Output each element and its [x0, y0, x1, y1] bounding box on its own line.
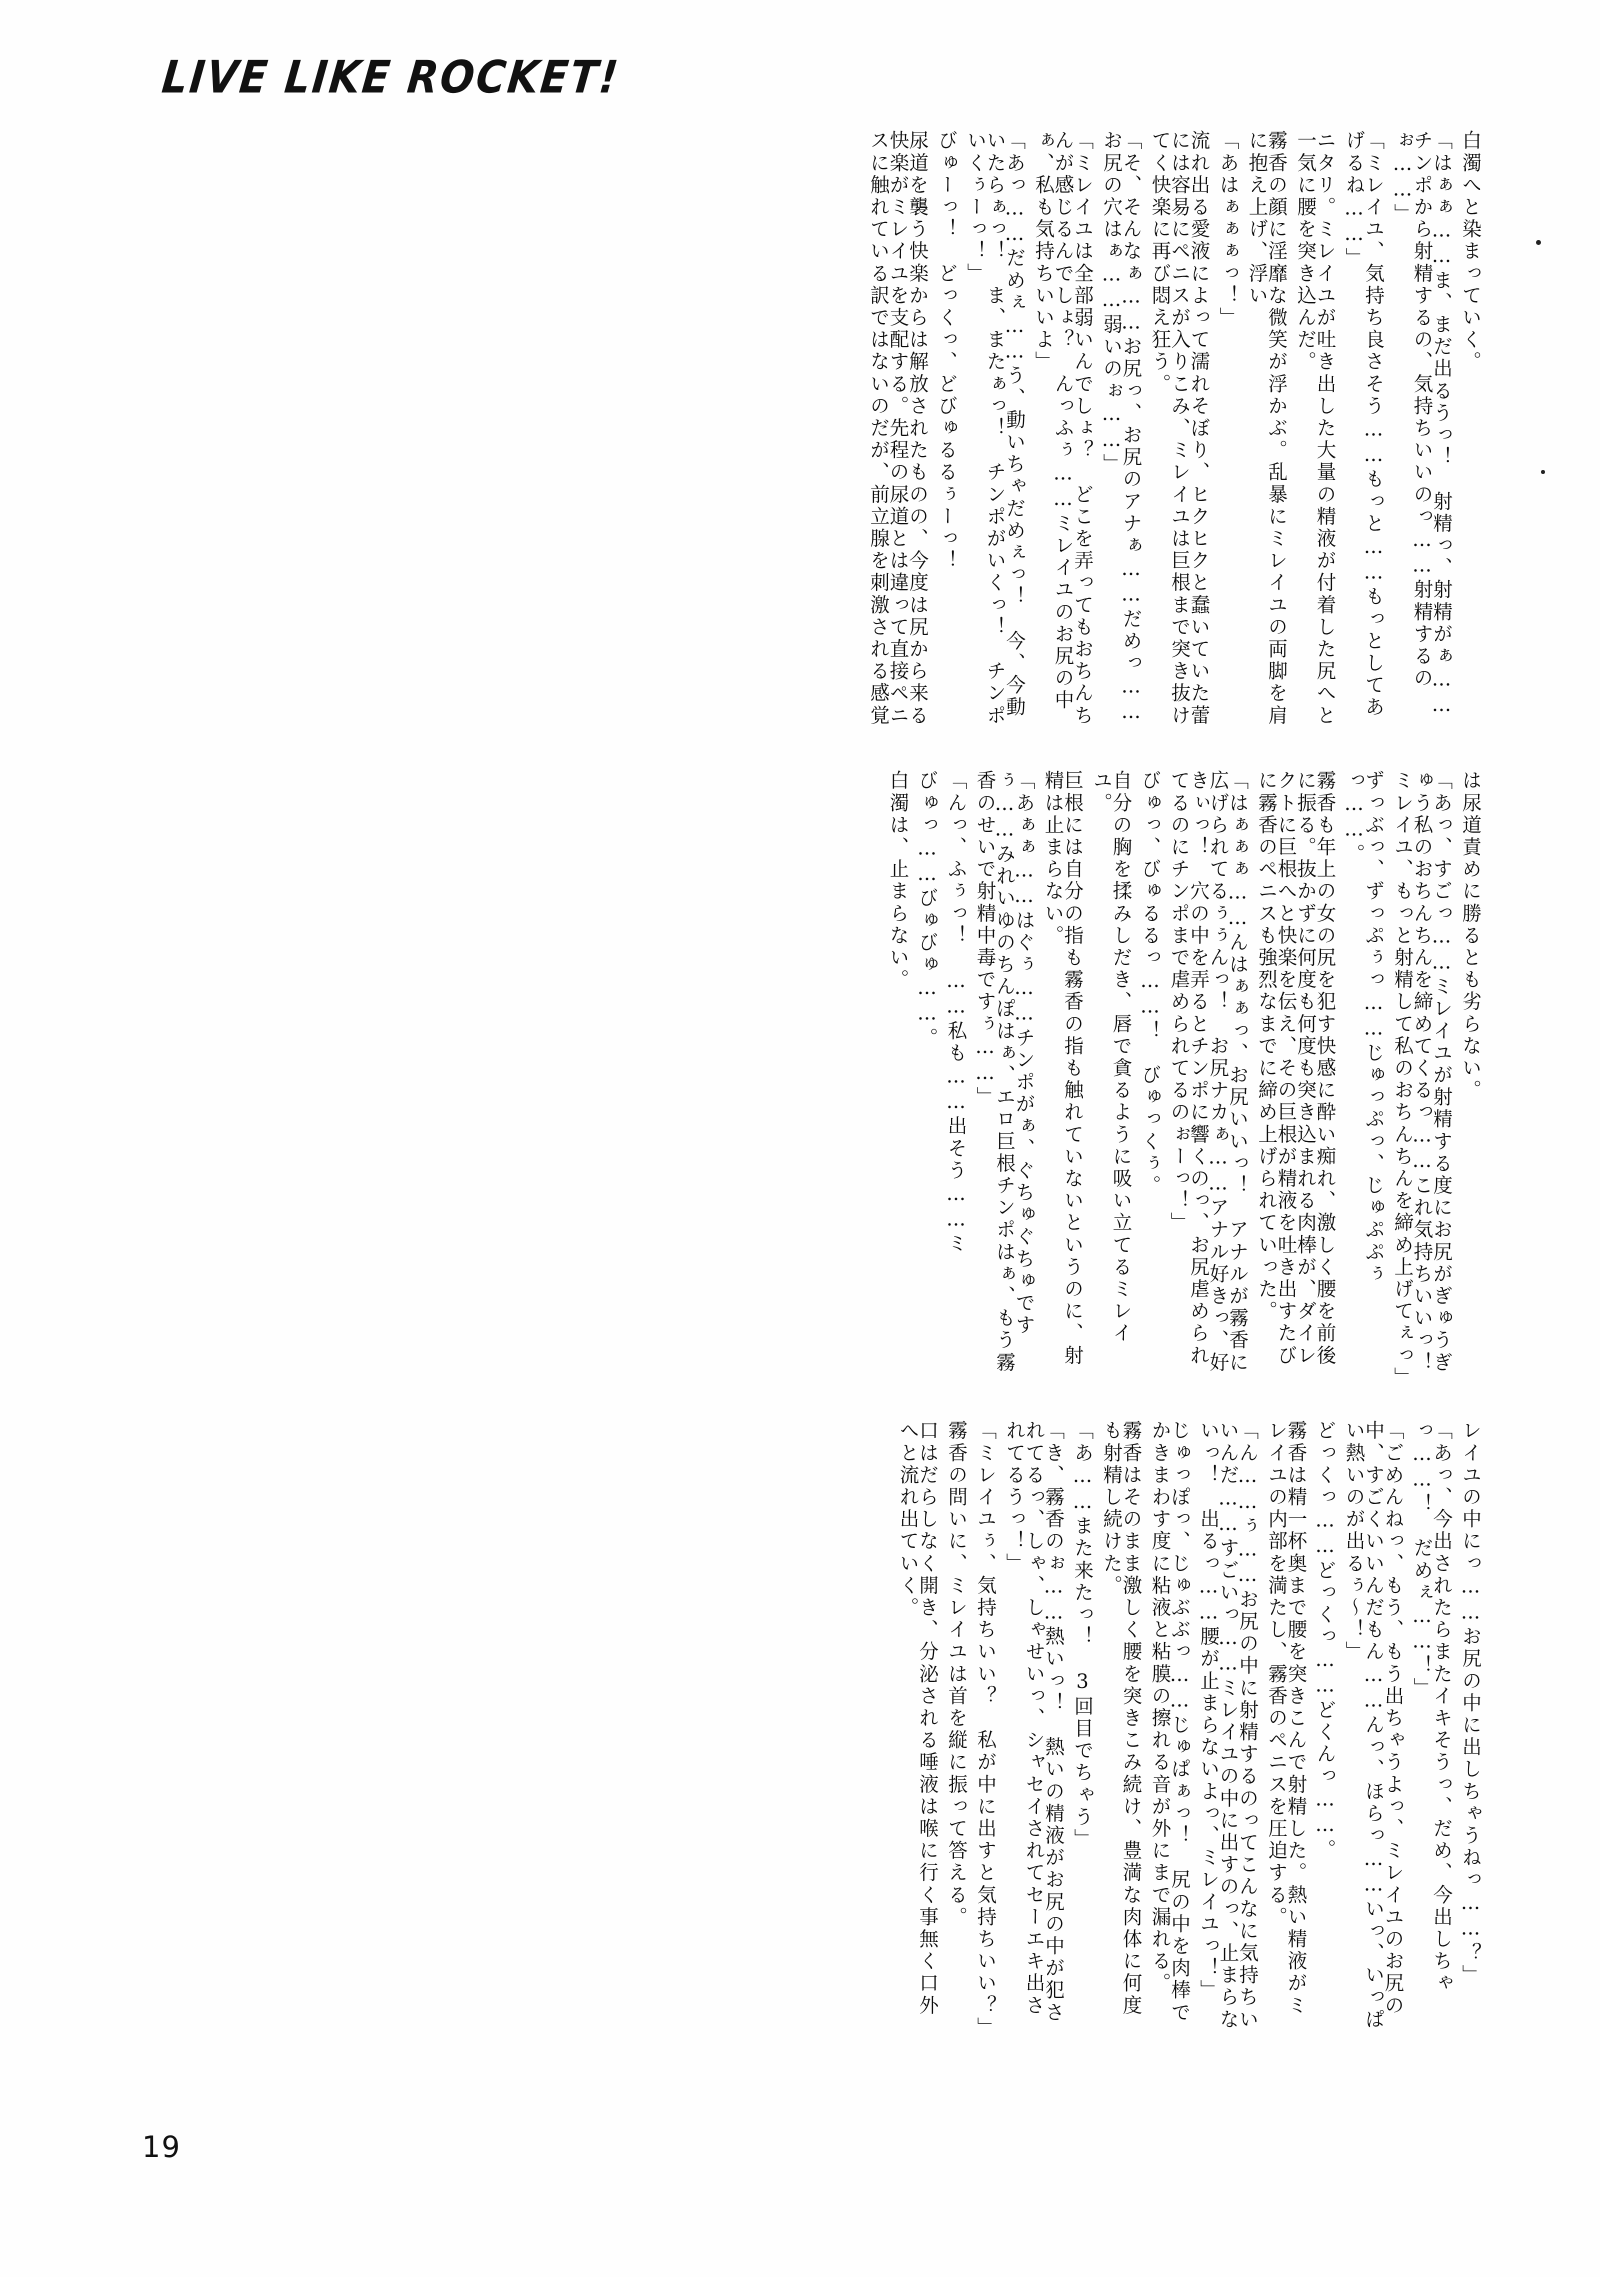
text-column: 「ミレイユ、気持ち良さそう……もっと……もっとしてあげるね……」 [1342, 130, 1385, 719]
text-column: 「ミレイユぅ、気持ちいい？ 私が中に出すと気持ちいい？」 [974, 1420, 997, 2039]
text-column: 「あぁぁ……はぐぅ……チンポがぁ、ぐちゅぐちゅですぅ……みれいゆのちんぽはぁ、エロ巨根チンポはぁ、もう霧香のせいで射精中毒ですぅ……」 [973, 770, 1036, 1374]
text-column: 「ん……ぅ……お尻の中に射精するのってこんなに気持ちいいんだ……すごいっ……ミレイユの中に出すのっ、止まらないっ！ 出るっ……腰が止まらないよっ、ミレイユっ！」 [1197, 1420, 1259, 2031]
text-column: びゅっ、びゅるるっ……！ びゅっくぅ。 [1138, 770, 1162, 1197]
text-column: びゅっ……びゅびゅ……。 [915, 770, 939, 1050]
text-column: 自分の胸を揉みしだき、唇で貪るように吸い立てるミレイユ。 [1090, 770, 1133, 1345]
text-column: 口はだらしなく開き、分泌される唾液は喉に行く事無く口外へと流れ出ていく。 [896, 1420, 939, 2017]
text-column: 霧香も年上の女の尻を犯す快感に酔い痴れ、激しく腰を前後に振る。抜かずに何度も何度も突き込まれる肉棒が、ダイレクトに巨根へと快楽を伝え、その巨根が精液を吐き出すたびに霧香のペニスも強烈なまでに締め上げられていった。 [1255, 770, 1337, 1367]
text-column: 尿道を襲う快楽からは解放されたものの、今度は尻から来る快楽がミレイユを支配する。先程の尿道とは違って直接ペニスに触れている訳ではないのだが、前立腺を刺激される感覚 [867, 130, 929, 727]
text-column: 霧香はそのまま激しく腰を突きこみ続け、豊満な肉体に何度も射精し続けた。 [1100, 1420, 1143, 2017]
text-column: 白濁は、止まらない。 [886, 770, 910, 991]
text-column: 霧香は精一杯奥まで腰を突きこんで射精した。熱い精液がミレイユの内部を満たし、霧香のペニスを圧迫する。 [1265, 1420, 1308, 2017]
text-column: は尿道責めに勝るとも劣らない。 [1459, 770, 1482, 1102]
text-column: 「はぁぁぁ……んはぁぁっ、お尻いいっ！ アナルが霧香に広げられてるぅぅんっ！ お尻ナカぁ……アナル好きっ、好きぃっ！ 穴の中を弄るとチンポに響くのっ、お尻虐められてるのにチンポまで虐められてるのぉーっ！」 [1167, 770, 1249, 1374]
scan-speck [1541, 470, 1545, 474]
text-column: 「あっ、すごっ……ミレイユが射精する度にお尻がぎゅうぎゅう私のおちんちんを締めてくるっ……これ気持ちいいっ！ ミレイユ、もっと射精して私のおちんちんを締め上げてぇっ」 [1391, 770, 1453, 1396]
text-column: びゅーっ！ どっくっ、どびゅるるぅーっ！ [935, 130, 958, 572]
text-band-middle [120, 770, 1480, 1400]
text-column: 「あっ、今出されたらまたイキそうっ、だめ、今出しちゃっ……！ だめぇ……！」 [1410, 1420, 1453, 1995]
text-column: 流れ出る愛液によって濡れそぼり、ヒクヒクと蠢いていた蕾には容易にペニスが入りこみ、ミレイユは巨根まで突き抜けてく快楽に再び悶え狂う。 [1148, 130, 1211, 727]
text-column: ニタリ。ミレイユが吐き出した大量の精液が付着した尻へと一気に腰を突き込んだ。 [1294, 130, 1337, 727]
text-column: 「あっ……だめぇ……う、動いちゃだめぇっ！ 今、今動いたらぁっ！ ま、またぁっ！ チンポがいくっ！ チンポいくぅーっ！」 [964, 130, 1026, 727]
text-column: 「ミレイユは全部弱いんでしょ？ どこを弄ってもおちんちんが感じるんでしょ？ んっふぅ……ミレイユのお尻の中ぁ、私も気持ちいいよ」 [1032, 130, 1094, 727]
text-column: 巨根には自分の指も霧香の指も触れていないというのに、射精は止まらない。 [1041, 770, 1084, 1367]
text-column: 霧香の顔に淫靡な微笑が浮かぶ。乱暴にミレイユの両脚を肩に抱え上げ、浮い [1245, 130, 1288, 727]
page-title: LIVE LIKE ROCKET! [159, 52, 623, 104]
text-band-upper [120, 130, 1480, 750]
text-column: 「はぁぁ……ま、まだ出るうっ！ 射精っ、射精がぁ……チンポから射精するの、気持ちいいのっ……射精するのぉ……」 [1391, 130, 1453, 719]
text-column: 「あ……また来たっ！ 3回目でちゃう」 [1071, 1420, 1094, 1851]
scan-speck [1536, 240, 1541, 245]
text-column: 霧香の問いに、ミレイユは首を縦に振って答える。 [945, 1420, 968, 1929]
text-column: ずっぶっ、ずっぷぅっ……じゅっぷっ、じゅぷぷぅっ……。 [1342, 770, 1385, 1286]
text-column: レイユの中にっ……お尻の中に出しちゃうねっ……？」 [1459, 1420, 1482, 1987]
text-column: じゅっぽっ、じゅぶぶっ……じゅぱぁっ！ 尻の中を肉棒でかきまわす度に粘液と粘膜の擦れる音が外にまで漏れる。 [1148, 1420, 1191, 2024]
text-column: 白濁へと染まっていく。 [1459, 130, 1482, 374]
text-column: どっくっ……どっくっ……どくんっ……。 [1313, 1420, 1337, 1861]
text-body [120, 130, 1480, 2080]
text-column: 「あはぁぁぁっ！」 [1216, 130, 1240, 329]
text-column: 「き、霧香のぉ……熱いっ！ 熱いの精液がお尻の中が犯されてるっ、しゃ、しゃせいっ、シャセイされてセーエキ出されてるうっ！」 [1003, 1420, 1065, 2024]
text-column: 「ごめんねっ、もう、もう出ちゃうよっ、ミレイユのお尻の中、すごくいいんだもん……んっ、ほらっ……いっ、いっぱい熱いのが出るぅ〜！」 [1342, 1420, 1405, 2031]
text-column: 「んっ、ふぅっ！ ……私も……出そう……ミ [944, 770, 968, 1256]
text-band-lower [120, 1420, 1480, 2060]
page-number: 19 [142, 2130, 181, 2164]
text-column: 「そ、そんなぁ……お尻っ、お尻のアナぁ……だめっ……お尻の穴はぁ……弱いのぉ……」 [1100, 130, 1143, 726]
